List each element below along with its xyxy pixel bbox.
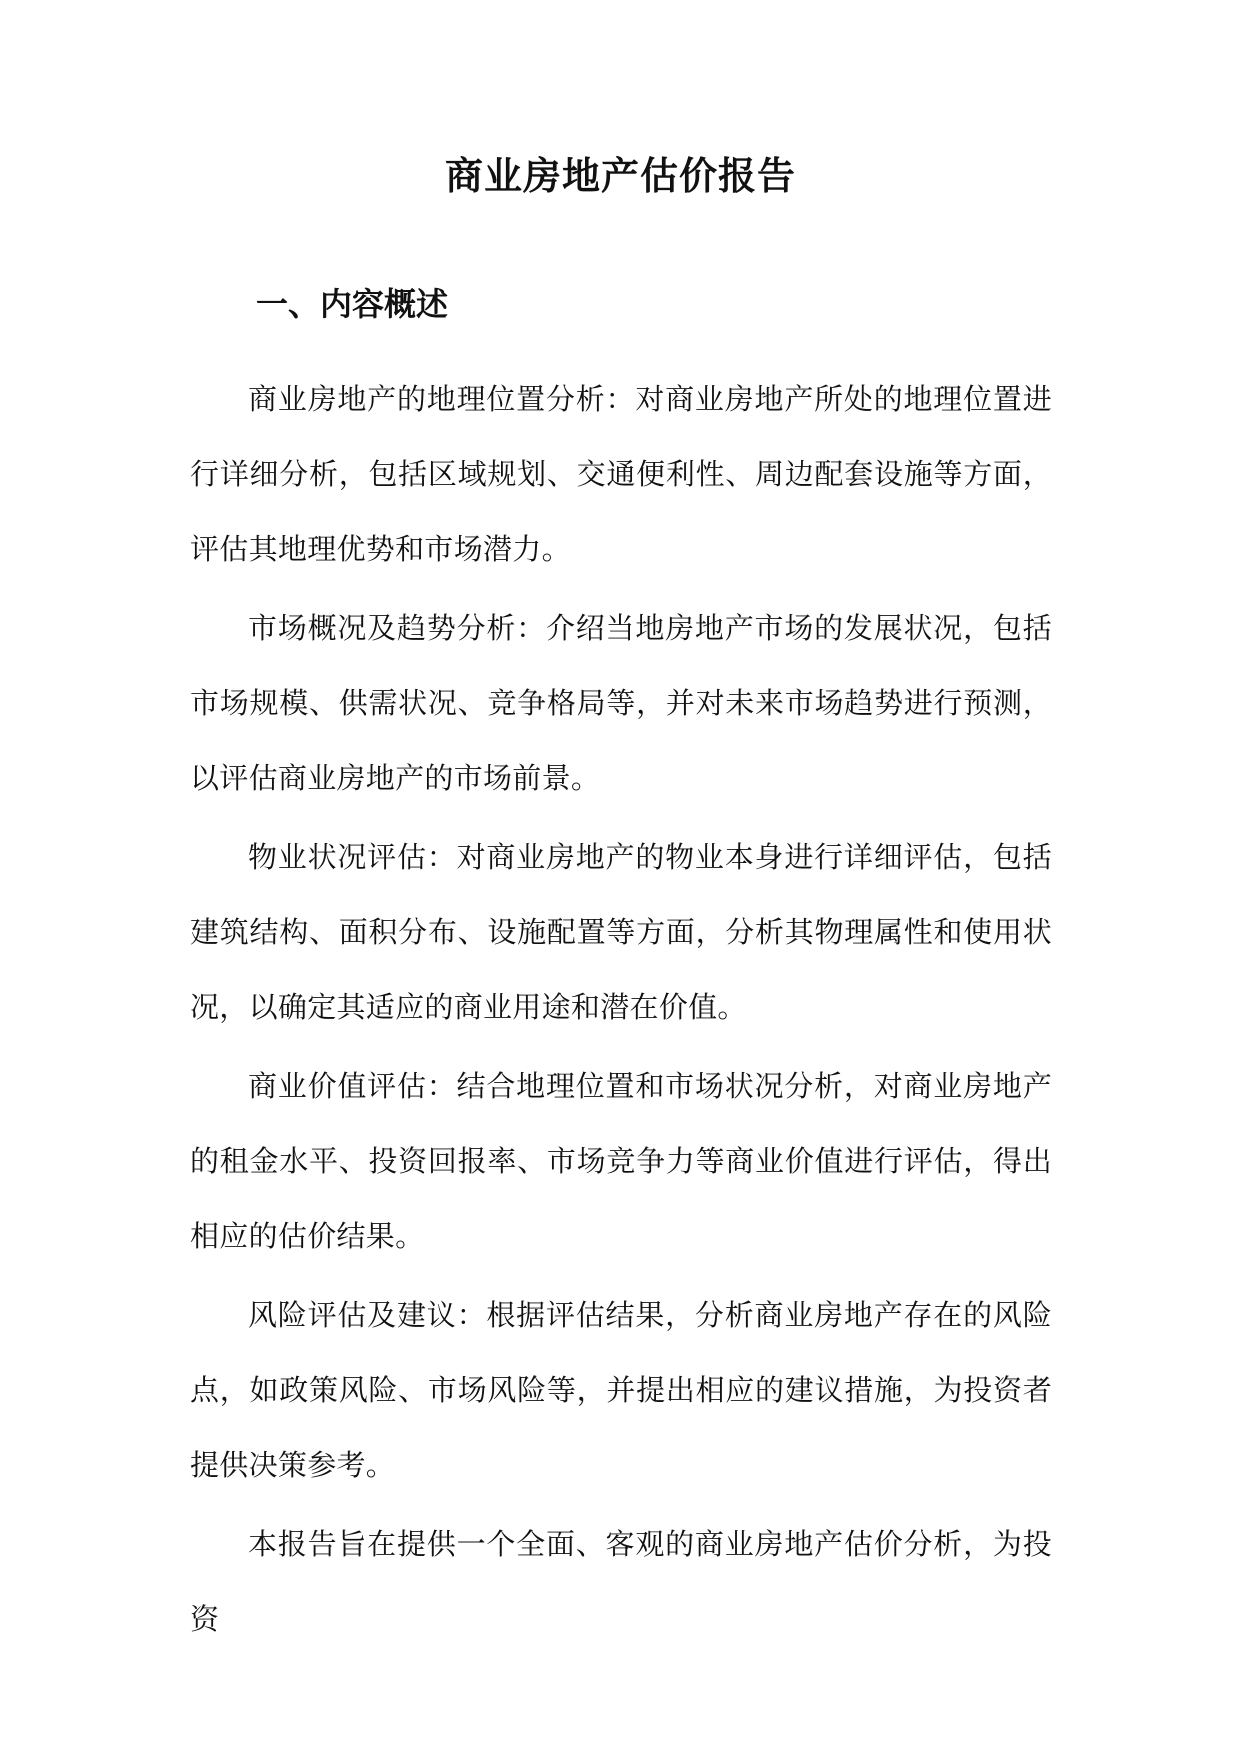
paragraph-location-analysis: 商业房地产的地理位置分析：对商业房地产所处的地理位置进行详细分析，包括区域规划、交通便利性、周边配套设施等方面，评估其地理优势和市场潜力。 [190,382,1052,566]
section-heading: 一、内容概述 [256,285,449,323]
document-title: 商业房地产估价报告 [444,153,796,198]
paragraph-commercial-value: 商业价值评估：结合地理位置和市场状况分析，对商业房地产的租金水平、投资回报率、市场竞争力等商业价值进行评估，得出相应的估价结果。 [190,1069,1052,1253]
paragraph-market-analysis: 市场概况及趋势分析：介绍当地房地产市场的发展状况，包括市场规模、供需状况、竞争格局等，并对未来市场趋势进行预测，以评估商业房地产的市场前景。 [190,611,1052,795]
paragraph-risk-assessment: 风险评估及建议：根据评估结果，分析商业房地产存在的风险点，如政策风险、市场风险等，并提出相应的建议措施，为投资者提供决策参考。 [190,1298,1052,1482]
paragraph-report-purpose: 本报告旨在提供一个全面、客观的商业房地产估价分析，为投资 [190,1527,1052,1636]
paragraph-property-assessment: 物业状况评估：对商业房地产的物业本身进行详细评估，包括建筑结构、面积分布、设施配置等方面，分析其物理属性和使用状况，以确定其适应的商业用途和潜在价值。 [190,840,1052,1024]
section-body [190,362,1052,1661]
